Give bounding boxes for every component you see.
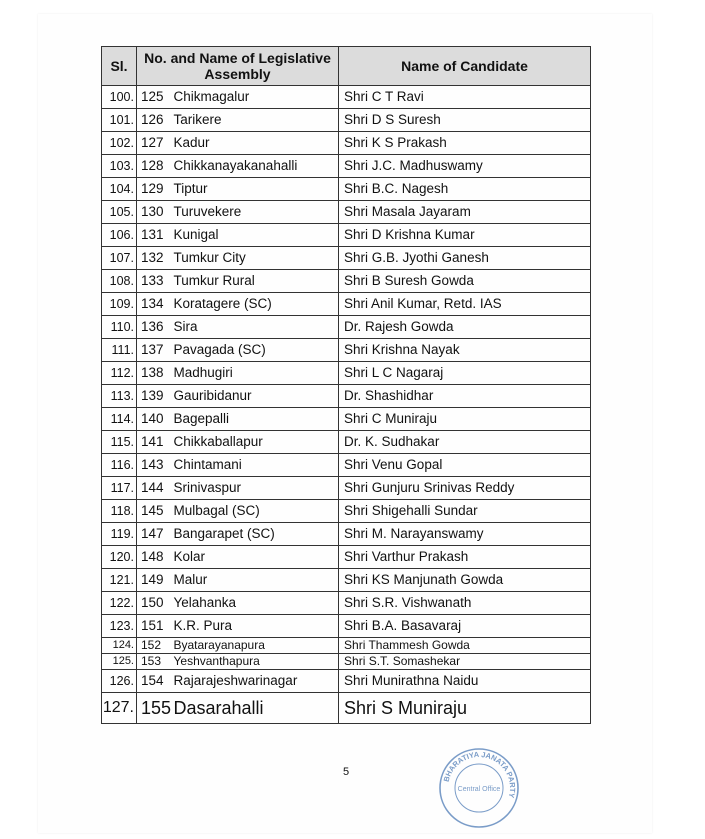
ac-name-cell: Tumkur Rural: [172, 270, 339, 293]
sl-cell: 120.: [102, 546, 137, 569]
party-stamp: [437, 746, 521, 830]
table-row: [102, 224, 591, 247]
candidate-name-cell: Shri S.T. Somashekar: [339, 654, 591, 670]
sl-cell: 117.: [102, 477, 137, 500]
sl-cell: 103.: [102, 155, 137, 178]
ac-name-cell: Gauribidanur: [172, 385, 339, 408]
sl-cell: 102.: [102, 132, 137, 155]
candidate-name-cell: Shri Varthur Prakash: [339, 546, 591, 569]
candidate-name-cell: Shri G.B. Jyothi Ganesh: [339, 247, 591, 270]
table-row: [102, 201, 591, 224]
sl-cell: 101.: [102, 109, 137, 132]
candidate-name-cell: Shri Anil Kumar, Retd. IAS: [339, 293, 591, 316]
table-row: [102, 270, 591, 293]
sl-cell: 112.: [102, 362, 137, 385]
candidate-name-cell: Shri B.A. Basavaraj: [339, 615, 591, 638]
table-row: [102, 670, 591, 693]
candidate-name-cell: Shri KS Manjunath Gowda: [339, 569, 591, 592]
table-row: [102, 132, 591, 155]
candidate-name-cell: Shri K S Prakash: [339, 132, 591, 155]
ac-name-cell: Bangarapet (SC): [172, 523, 339, 546]
header-candidate: Name of Candidate: [339, 47, 591, 86]
sl-cell: 125.: [102, 654, 137, 670]
table-row: [102, 615, 591, 638]
ac-name-cell: K.R. Pura: [172, 615, 339, 638]
svg-text:BHARATIYA JANATA PARTY: BHARATIYA JANATA PARTY: [441, 749, 518, 799]
ac-name-cell: Koratagere (SC): [172, 293, 339, 316]
ac-number-cell: 128: [137, 155, 172, 178]
table-row: [102, 523, 591, 546]
table-row: [102, 693, 591, 724]
ac-number-cell: 139: [137, 385, 172, 408]
ac-number-cell: 149: [137, 569, 172, 592]
candidate-name-cell: Shri Thammesh Gowda: [339, 638, 591, 654]
table-row: [102, 109, 591, 132]
ac-number-cell: 151: [137, 615, 172, 638]
table-row: [102, 385, 591, 408]
ac-number-cell: 141: [137, 431, 172, 454]
ac-number-cell: 147: [137, 523, 172, 546]
candidate-name-cell: Shri C T Ravi: [339, 86, 591, 109]
sl-cell: 107.: [102, 247, 137, 270]
table-row: [102, 477, 591, 500]
ac-name-cell: Pavagada (SC): [172, 339, 339, 362]
ac-name-cell: Tiptur: [172, 178, 339, 201]
ac-name-cell: Bagepalli: [172, 408, 339, 431]
ac-name-cell: Yelahanka: [172, 592, 339, 615]
ac-name-cell: Mulbagal (SC): [172, 500, 339, 523]
sl-cell: 126.: [102, 670, 137, 693]
sl-cell: 122.: [102, 592, 137, 615]
table-row: [102, 654, 591, 670]
table-row: [102, 339, 591, 362]
sl-cell: 108.: [102, 270, 137, 293]
ac-name-cell: Kolar: [172, 546, 339, 569]
candidate-name-cell: Shri S Muniraju: [339, 693, 591, 724]
ac-number-cell: 153: [137, 654, 172, 670]
table-row: [102, 454, 591, 477]
candidate-name-cell: Shri M. Narayanswamy: [339, 523, 591, 546]
ac-name-cell: Byatarayanapura: [172, 638, 339, 654]
sl-cell: 119.: [102, 523, 137, 546]
table-row: [102, 178, 591, 201]
ac-number-cell: 127: [137, 132, 172, 155]
ac-number-cell: 131: [137, 224, 172, 247]
svg-text:Central Office: Central Office: [457, 786, 501, 793]
candidate-name-cell: Shri L C Nagaraj: [339, 362, 591, 385]
candidate-name-cell: Shri Munirathna Naidu: [339, 670, 591, 693]
ac-name-cell: Srinivaspur: [172, 477, 339, 500]
ac-number-cell: 152: [137, 638, 172, 654]
candidate-name-cell: Dr. Shashidhar: [339, 385, 591, 408]
ac-number-cell: 155: [137, 693, 172, 724]
candidate-name-cell: Shri Shigehalli Sundar: [339, 500, 591, 523]
ac-number-cell: 132: [137, 247, 172, 270]
sl-cell: 118.: [102, 500, 137, 523]
ac-number-cell: 154: [137, 670, 172, 693]
ac-name-cell: Chintamani: [172, 454, 339, 477]
table-row: [102, 247, 591, 270]
sl-cell: 111.: [102, 339, 137, 362]
ac-number-cell: 140: [137, 408, 172, 431]
ac-number-cell: 148: [137, 546, 172, 569]
ac-number-cell: 138: [137, 362, 172, 385]
table-row: [102, 638, 591, 654]
sl-cell: 113.: [102, 385, 137, 408]
candidate-table: [101, 46, 591, 724]
table-row: [102, 569, 591, 592]
sl-cell: 106.: [102, 224, 137, 247]
candidate-name-cell: Shri Venu Gopal: [339, 454, 591, 477]
sl-cell: 127.: [102, 693, 137, 724]
ac-number-cell: 143: [137, 454, 172, 477]
ac-name-cell: Dasarahalli: [172, 693, 339, 724]
ac-number-cell: 129: [137, 178, 172, 201]
candidate-name-cell: Shri Masala Jayaram: [339, 201, 591, 224]
table-row: [102, 408, 591, 431]
ac-number-cell: 145: [137, 500, 172, 523]
ac-name-cell: Yeshvanthapura: [172, 654, 339, 670]
sl-cell: 100.: [102, 86, 137, 109]
ac-number-cell: 130: [137, 201, 172, 224]
candidate-name-cell: Shri B Suresh Gowda: [339, 270, 591, 293]
ac-number-cell: 137: [137, 339, 172, 362]
table-row: [102, 546, 591, 569]
table-row: [102, 500, 591, 523]
candidate-name-cell: Shri D Krishna Kumar: [339, 224, 591, 247]
candidate-name-cell: Shri J.C. Madhuswamy: [339, 155, 591, 178]
sl-cell: 115.: [102, 431, 137, 454]
ac-name-cell: Kunigal: [172, 224, 339, 247]
table-row: [102, 86, 591, 109]
sl-cell: 123.: [102, 615, 137, 638]
sl-cell: 104.: [102, 178, 137, 201]
header-sl: Sl.: [102, 47, 137, 86]
candidate-name-cell: Dr. K. Sudhakar: [339, 431, 591, 454]
table-header-row: [102, 47, 591, 86]
ac-number-cell: 150: [137, 592, 172, 615]
candidate-name-cell: Dr. Rajesh Gowda: [339, 316, 591, 339]
sl-cell: 110.: [102, 316, 137, 339]
ac-number-cell: 134: [137, 293, 172, 316]
ac-number-cell: 133: [137, 270, 172, 293]
candidate-name-cell: Shri Krishna Nayak: [339, 339, 591, 362]
table-row: [102, 431, 591, 454]
table-row: [102, 362, 591, 385]
sl-cell: 116.: [102, 454, 137, 477]
table-row: [102, 293, 591, 316]
candidate-name-cell: Shri S.R. Vishwanath: [339, 592, 591, 615]
ac-name-cell: Kadur: [172, 132, 339, 155]
ac-number-cell: 144: [137, 477, 172, 500]
ac-name-cell: Chikkaballapur: [172, 431, 339, 454]
ac-number-cell: 136: [137, 316, 172, 339]
ac-name-cell: Sira: [172, 316, 339, 339]
ac-name-cell: Rajarajeshwarinagar: [172, 670, 339, 693]
page-number: 5: [342, 766, 350, 778]
sl-cell: 114.: [102, 408, 137, 431]
candidate-name-cell: Shri Gunjuru Srinivas Reddy: [339, 477, 591, 500]
table-row: [102, 155, 591, 178]
ac-name-cell: Madhugiri: [172, 362, 339, 385]
ac-name-cell: Malur: [172, 569, 339, 592]
sl-cell: 121.: [102, 569, 137, 592]
candidate-name-cell: Shri B.C. Nagesh: [339, 178, 591, 201]
ac-name-cell: Chikkanayakanahalli: [172, 155, 339, 178]
header-constituency: No. and Name of Legislative Assembly: [137, 47, 339, 86]
sl-cell: 109.: [102, 293, 137, 316]
ac-name-cell: Tarikere: [172, 109, 339, 132]
candidate-name-cell: Shri C Muniraju: [339, 408, 591, 431]
table-row: [102, 592, 591, 615]
candidate-name-cell: Shri D S Suresh: [339, 109, 591, 132]
ac-number-cell: 126: [137, 109, 172, 132]
sl-cell: 124.: [102, 638, 137, 654]
table-row: [102, 316, 591, 339]
ac-name-cell: Turuvekere: [172, 201, 339, 224]
ac-name-cell: Chikmagalur: [172, 86, 339, 109]
sl-cell: 105.: [102, 201, 137, 224]
ac-number-cell: 125: [137, 86, 172, 109]
ac-name-cell: Tumkur City: [172, 247, 339, 270]
